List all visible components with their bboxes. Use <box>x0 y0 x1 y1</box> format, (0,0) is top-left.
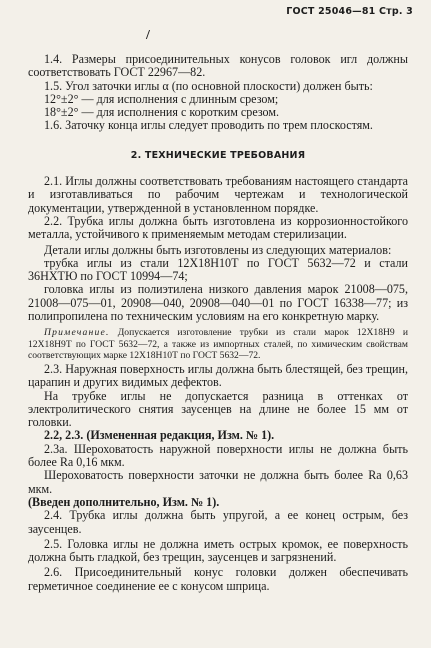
paragraph-2-2: 2.2. Трубка иглы должна быть изготовлена из коррозионностойкого металла, устойчивого к применяемым методам стерилизации. <box>28 213 408 242</box>
handwritten-mark: / <box>146 28 150 43</box>
paragraph-2-4: 2.4. Трубка иглы должна быть упругой, а ее конец острым, без заусенцев. <box>28 508 408 536</box>
page-header: ГОСТ 25046—81 Стр. 3 <box>286 6 413 17</box>
angle-long-cut: 12°±2° — для исполнения с длинным срезом; <box>44 91 279 106</box>
paragraph-materials: Детали иглы должны быть изготовлены из следующих материалов: <box>44 242 392 257</box>
paragraph-2-6: 2.6. Присоединительный конус головки должен обеспечивать герметичное соединение ее с конусом шприца. <box>28 565 408 593</box>
paragraph-2-3a: 2.3а. Шероховатость наружной поверхности иглы не должна быть более Ra 0,16 мкм. <box>28 441 408 470</box>
paragraph-roughness: Шероховатость поверхности заточки не должна быть более Ra 0,63 мкм. <box>28 468 408 496</box>
paragraph-2-5: 2.5. Головка иглы не должна иметь острых кромок, ее поверхность должна быть гладкой, без трещин, заусенцев и загрязнений. <box>28 536 408 565</box>
angle-short-cut: 18°±2° — для исполнения с коротким срезом. <box>44 105 280 120</box>
amendment-note-2: (Введен дополнительно, Изм. № 1). <box>28 494 220 509</box>
note-text: Допускается изготовление трубки из стали марок 12Х18Н9 и 12Х18Н9Т по ГОСТ 5632—72, а также из импортных сталей, по химическим свойствам соответствующих марке 12Х18Н10Т по ГОСТ 5632—72. <box>28 327 408 361</box>
note <box>28 327 408 361</box>
amendment-note-1: 2.2, 2.3. (Измененная редакция, Изм. № 1). <box>44 428 275 443</box>
paragraph-2-3: 2.3. Наружная поверхность иглы должна быть блестящей, без трещин, царапин и других видимых дефектов. <box>28 361 408 390</box>
paragraph-2-1: 2.1. Иглы должны соответствовать требованиям настоящего стандарта и изготавливаться по рабочим чертежам и технологической документации, утвержденной в установленном порядке. <box>28 174 408 215</box>
paragraph-head-material: головка иглы из полиэтилена низкого давления марок 21008—075, 21008—075—01, 20908—040, 20908—040—01 по ГОСТ 16338—77; из полипропилена по техническим условиям на его конкретную марку. <box>28 282 408 324</box>
note-label: Примечание. <box>44 327 110 339</box>
section-heading: 2. ТЕХНИЧЕСКИЕ ТРЕБОВАНИЯ <box>130 149 306 161</box>
paragraph-1-6: 1.6. Заточку конца иглы следует проводить по трем плоскостям. <box>44 118 373 133</box>
paragraph-1-4: 1.4. Размеры присоединительных конусов головок игл должны соответствовать ГОСТ 22967—82. <box>28 52 408 80</box>
document-body <box>28 53 408 593</box>
paragraph-1-5: 1.5. Угол заточки иглы α (по основной плоскости) должен быть: <box>44 78 373 93</box>
paragraph-tube-material: трубка иглы из стали 12Х18Н10Т по ГОСТ 5632—72 и стали 36НХТЮ по ГОСТ 10994—74; <box>28 255 408 284</box>
paragraph-shade: На трубке иглы не допускается разница в оттенках от электролитического снятия заусенцев на длине не более 15 мм от головки. <box>28 388 408 430</box>
